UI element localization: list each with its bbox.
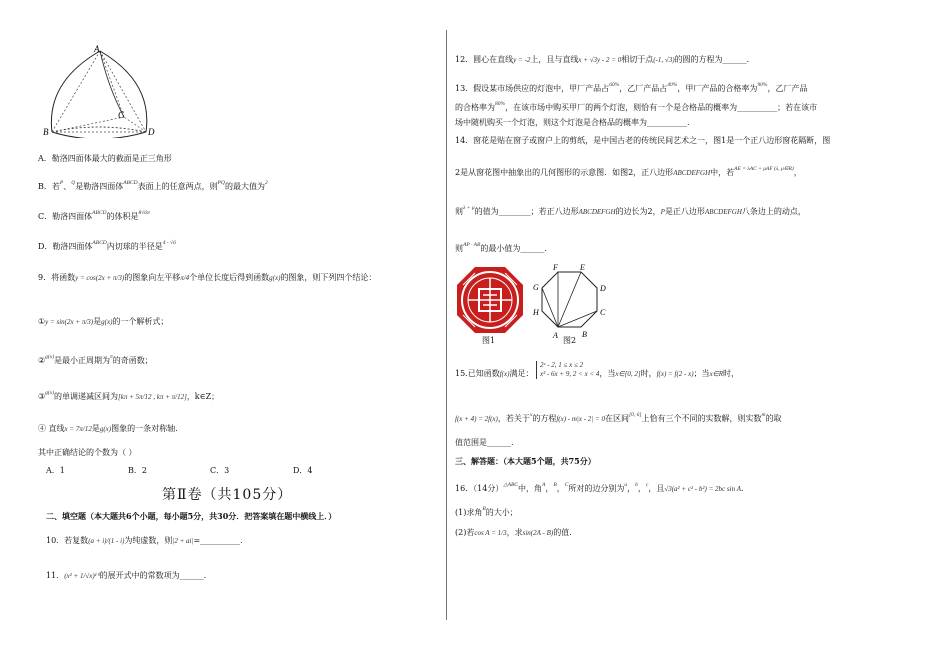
oct-label-e: E	[580, 263, 585, 272]
statement-2: ②$^{g(x)}$是最小正周期为$^\pi$的奇函数；	[38, 354, 153, 365]
piecewise-function: 2ˣ - 2, 1 ≤ x ≤ 2 x² - 6x + 9, 2 < x < 4	[536, 361, 599, 379]
oct-label-h: H	[533, 308, 539, 317]
section-3-header: 三、解答题：（本大题5个题，共75分）	[455, 456, 596, 466]
option-b: B．若$^P$、$^Q$是勒洛四面体$^{ABCD}$表面上的任意两点，则$^{PQ}$的最大值为$^2$	[38, 180, 268, 191]
question-15-line-1: 15.已知函数f(x)满足： 2ˣ - 2, 1 ≤ x ≤ 2 x² - 6x + 9, 2 < x < 4 ，当x∈[0, 2]时，f(x) = f(2 - x)；当x∈R时，	[455, 361, 740, 378]
question-16: 16．（14分）$^{\triangle ABC}$中，角$^A$，$^B$，$^C$所对的边分别为$^a$，$^b$，$^c$，且√3(a² + c² - b²) = 2bc sin A.	[455, 482, 744, 493]
octagon-figure	[531, 262, 621, 340]
statement-3: ③$^{g(x)}$的单调递减区间为[kπ + 5π/12 , kπ + π/12]，k∈Z；	[38, 390, 220, 401]
question-12: 12．圆心在直线y = -2上，且与直线x + √3y - 2 = 0相切于点(-1, √3)的圆的方程为______.	[455, 55, 750, 64]
question-15-line-3: 值范围是______.	[455, 438, 514, 447]
question-14-line-4: 则$^{AP \cdot AB}$的最小值为______.	[455, 242, 547, 253]
oct-label-b: B	[582, 330, 587, 339]
option-d: D．勒洛四面体$^{ABCD}$内切球的半径是$^{4 - √6}$	[38, 240, 176, 251]
column-divider	[446, 30, 447, 620]
question-10: 10．若复数(a + i)/(1 - i)为纯虚数，则|2 + ai|=__________.	[46, 536, 243, 545]
fig-label-b: B	[43, 127, 49, 137]
oct-label-f: F	[553, 263, 558, 272]
choice-d: D．4	[293, 466, 313, 475]
oct-label-a: A	[553, 331, 558, 340]
oct-label-c: C	[600, 308, 606, 317]
choice-a: A．1	[46, 466, 65, 475]
fig-label-d: D	[148, 127, 155, 137]
question-15-line-2: f(x + 4) = 2f(x)，若关于$^x$的方程f(x) - m|x - 2| = 0在区间[0, 6]上恰有三个不同的实数解，则实数$^m$的取	[455, 412, 782, 423]
fig-label-a: A	[94, 44, 100, 54]
statement-1: ①y = sin(2x + π/3)是g(x)的一个解析式；	[38, 317, 169, 326]
section-2-header: 二、填空题（本大题共6个小题，每小题5分，共30分．把答案填在题中横线上．）	[46, 511, 337, 521]
figure-1-caption: 图1	[482, 336, 496, 345]
question-9: 9．将函数y = cos(2x + π/3)的图象向左平移π/4个单位长度后得到函数g(x)的图象，则下列四个结论：	[38, 273, 377, 282]
oct-label-d: D	[600, 284, 606, 293]
question-14-line-1: 14．窗花是贴在窗子或窗户上的剪纸，是中国古老的传统民间艺术之一，图1是一个正八边形窗花隔断，图	[455, 136, 831, 145]
question-16-part-1: (1)求角$^B$的大小；	[455, 506, 518, 517]
oct-label-g: G	[533, 283, 539, 292]
count-question: 其中正确结论的个数为（ ）	[38, 448, 137, 457]
part-2-title: 第Ⅱ卷（共105分）	[162, 487, 293, 503]
question-14-line-2: 2是从窗花图中抽象出的几何图形的示意图．如图2，正八边形ABCDEFGH中，若$^{AE = \lambda AC + \mu AF (\lambda, \mu\in R)}$，	[455, 166, 802, 177]
choice-c: C．3	[210, 466, 230, 475]
figure-2-caption: 图2	[563, 336, 577, 345]
question-13-line-3: 场中随机购买一个灯泡，则这个灯泡是合格品的概率为__________.	[455, 118, 690, 127]
fig-label-c: C	[118, 110, 125, 120]
reuleaux-tetrahedron-figure	[38, 42, 158, 138]
question-13-line-2: 的合格率为$^{80\%}$，在该市场中购买甲厂的两个灯泡，则恰有一个是合格品的概率为__________；若在该市	[455, 101, 818, 112]
question-13-line-1: 13．假设某市场供应的灯泡中，甲厂产品占$^{60\%}$，乙厂产品占$^{40\%}$，甲厂产品的合格率为$^{90\%}$，乙厂产品	[455, 82, 808, 93]
question-14-line-3: 则$^{\lambda + \mu}$的值为________；若正八边形ABCDEFGH的边长为2，P是正八边形ABCDEFGH八条边上的动点，	[455, 205, 806, 216]
choice-b: B．2	[128, 466, 147, 475]
option-c: C．勒洛四面体$^{ABCD}$的体积是$^{8√6\pi}$	[38, 210, 150, 221]
question-11: 11．(x² + 1/√x)¹⁰的展开式中的常数项为______.	[46, 571, 207, 580]
window-lattice-figure	[455, 265, 525, 335]
question-16-part-2: (2)若cos A = 1/3，求sin(2A - B)的值.	[455, 528, 572, 537]
statement-4: ④ 直线x = 7π/12是g(x)图象的一条对称轴.	[38, 424, 178, 433]
option-a: A．勒洛四面体最大的截面是正三角形	[38, 154, 172, 163]
